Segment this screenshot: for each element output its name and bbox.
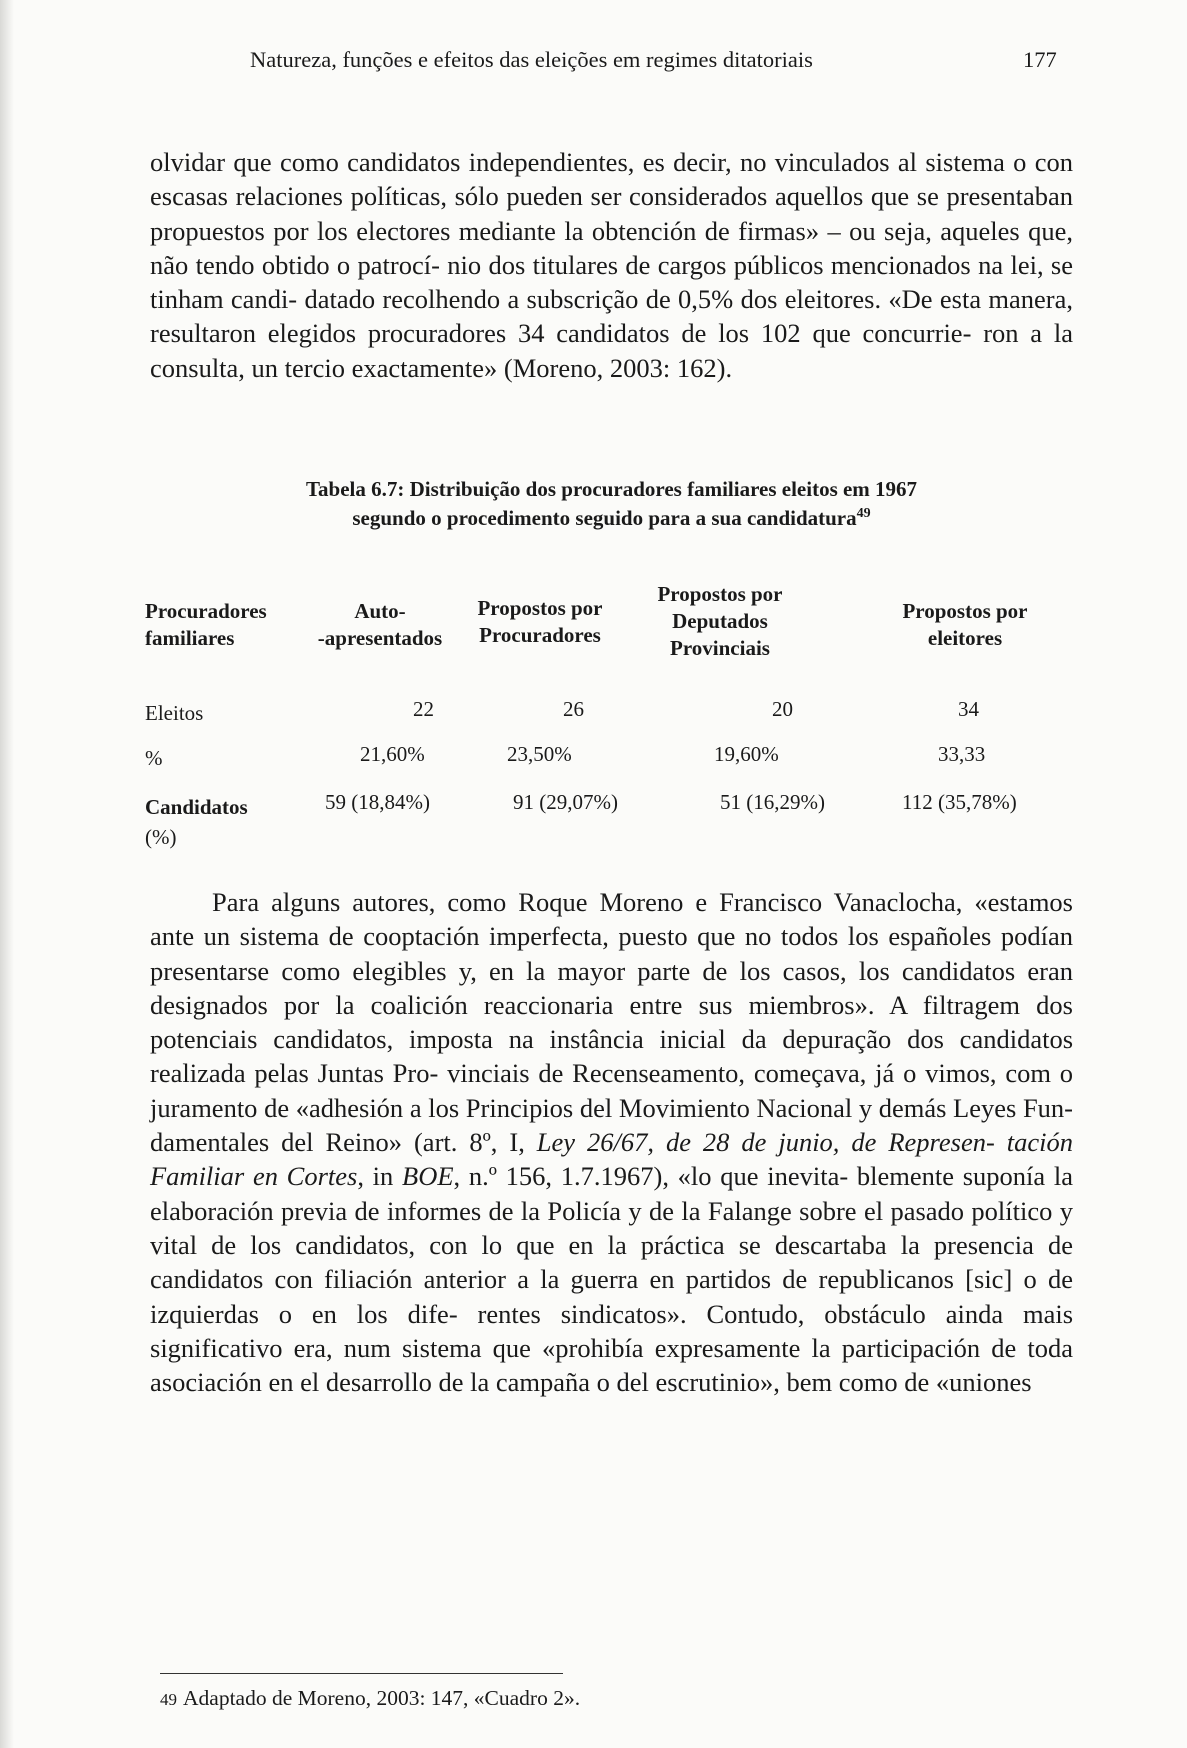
line: entre sus miembros». A filtragem dos potenciais candidatos, imposta na bbox=[150, 989, 1073, 1055]
line: olvidar que como candidatos independientes, es decir, no vinculados al bbox=[150, 147, 918, 177]
line: ron a la consulta, un tercio exactamente» (Moreno, 2003: 162). bbox=[150, 318, 1073, 383]
footnote-number: 49 bbox=[160, 1690, 177, 1709]
line: rentes sindicatos». Contudo, obstáculo ainda mais significativo era, num bbox=[150, 1298, 1074, 1363]
cell-candidatos-procuradores: 91 (29,07%) bbox=[513, 790, 618, 814]
cell-candidatos-auto: 59 (18,84%) bbox=[325, 790, 430, 814]
page-number: 177 bbox=[1023, 47, 1057, 72]
header-line: Auto- bbox=[354, 599, 406, 623]
line: datado recolhendo a subscrição de 0,5% dos eleitores. «De esta manera, bbox=[304, 284, 1074, 315]
line: , n.º 156, 1.7.1967), «lo que inevita- bbox=[453, 1161, 849, 1192]
line: nio dos titulares de cargos públicos mencionados na lei, se tinham candi- bbox=[150, 249, 1073, 315]
paragraph-continued bbox=[150, 145, 1073, 385]
table-caption-line-1: Tabela 6.7: Distribuição dos procuradores familiares eleitos em 1967 bbox=[305, 477, 918, 501]
line: la guerra en partidos de republicanos [sic] o de izquierdas o en los dife- bbox=[150, 1264, 1073, 1329]
line: «adhesión a los Principios del Movimiento Nacional y demás Leyes Fun- bbox=[295, 1092, 1074, 1123]
running-title: Natureza, funções e efeitos das eleições em regimes ditatoriais bbox=[250, 47, 813, 72]
header-auto-apresentados bbox=[305, 548, 455, 652]
line: vinciais de Recenseamento, começava, já o vimos, com o juramento de bbox=[150, 1058, 1074, 1123]
header-propostos-eleitores bbox=[880, 548, 1050, 652]
boe-citation: BOE bbox=[402, 1161, 454, 1192]
header-line: familiares bbox=[145, 626, 235, 650]
cell-candidatos-eleitores: 112 (35,78%) bbox=[902, 790, 1017, 814]
binding-shadow bbox=[0, 0, 14, 1748]
header-line: Propostos por bbox=[657, 582, 783, 606]
footnote-text: Adaptado de Moreno, 2003: 147, «Cuadro 2». bbox=[183, 1686, 581, 1710]
row-label-candidatos: Candidatos bbox=[145, 795, 248, 819]
data-table bbox=[145, 582, 1060, 860]
paragraph-text bbox=[150, 885, 1073, 1399]
table-caption bbox=[150, 475, 1073, 533]
line: los casos, los candidatos eran designados por la coalición reaccionaria bbox=[150, 955, 1073, 1020]
line: sistema que «prohibía expresamente la participación de toda asociación bbox=[150, 1332, 1074, 1398]
line: sistema o con escasas relaciones políticas, sólo pueden ser considerados bbox=[150, 147, 1074, 212]
header-procuradores-familiares bbox=[145, 548, 285, 652]
cell-percent-auto: 21,60% bbox=[360, 742, 425, 766]
line: «estamos ante un sistema de cooptación imperfecta, puesto que no todos bbox=[150, 887, 1073, 952]
cell-eleitos-eleitores: 34 bbox=[958, 697, 979, 721]
cell-percent-deputados: 19,60% bbox=[714, 742, 779, 766]
header-line: Propostos por bbox=[477, 596, 603, 620]
row-label-eleitos: Eleitos bbox=[145, 701, 204, 725]
cell-candidatos-deputados: 51 (16,29%) bbox=[720, 790, 825, 814]
paragraph-lines bbox=[150, 145, 1073, 385]
line: en el desarrollo de la campaña o del escrutinio», bem como de «uniones bbox=[268, 1367, 1032, 1398]
table-caption-line-2-text: segundo o procedimento seguido para a sua candidatura bbox=[352, 506, 857, 530]
line: resultaron elegidos procuradores 34 candidatos de los 102 que concurrie- bbox=[150, 318, 972, 349]
header-propostos-deputados-provinciais bbox=[635, 548, 805, 662]
line: blemente suponía la elaboración previa de informes de la Policía y de la bbox=[150, 1161, 1074, 1226]
law-citation: Ley 26/67, de 28 de junio, de Represen- bbox=[536, 1127, 995, 1158]
row-label-candidatos-percent: (%) bbox=[145, 825, 177, 849]
cell-eleitos-procuradores: 26 bbox=[563, 697, 584, 721]
line: Falange sobre el pasado político y vital de los candidatos, con lo que en la bbox=[150, 1195, 1073, 1260]
law-citation-cont: tación Familiar en Cortes bbox=[150, 1127, 1073, 1192]
paragraph-text bbox=[150, 145, 1073, 385]
line: los españoles podían presentarse como elegibles y, en la mayor parte de bbox=[150, 921, 1074, 986]
line: instância inicial da depuração dos candidatos realizada pelas Juntas Pro- bbox=[150, 1024, 1074, 1089]
cell-percent-procuradores: 23,50% bbox=[507, 742, 572, 766]
footnote-reference: 49 bbox=[856, 506, 871, 521]
cell-percent-eleitores: 33,33 bbox=[938, 742, 986, 766]
footnote bbox=[160, 1683, 580, 1715]
line: , in bbox=[357, 1161, 403, 1192]
header-line: Provinciais bbox=[670, 636, 770, 660]
row-label-percent: % bbox=[145, 746, 163, 770]
cell-eleitos-auto: 22 bbox=[413, 697, 434, 721]
line: práctica se descartaba la presencia de candidatos con filiación anterior a bbox=[150, 1229, 1074, 1295]
header-line: Deputados bbox=[672, 609, 768, 633]
paragraph-body bbox=[150, 885, 1073, 1399]
header-line: -apresentados bbox=[317, 626, 443, 650]
line: obtención de firmas» – ou seja, aqueles que, não tendo obtido o patrocí- bbox=[150, 215, 1074, 280]
header-propostos-procuradores bbox=[455, 548, 625, 649]
header-line: Procuradores bbox=[479, 623, 601, 647]
header-line: Propostos por bbox=[902, 599, 1028, 623]
cell-eleitos-deputados: 20 bbox=[772, 697, 793, 721]
line: aquellos que se presentaban propuestos por los electores mediante la bbox=[150, 181, 1073, 246]
line: Para alguns autores, como Roque Moreno e Francisco Vanaclocha, bbox=[212, 887, 963, 917]
table-caption-line-2 bbox=[150, 504, 1073, 533]
footnote-rule bbox=[160, 1673, 563, 1674]
header-line: eleitores bbox=[927, 626, 1003, 650]
header-line: Procuradores bbox=[145, 599, 267, 623]
line: damentales del Reino» (art. 8º, I, bbox=[150, 1127, 537, 1158]
